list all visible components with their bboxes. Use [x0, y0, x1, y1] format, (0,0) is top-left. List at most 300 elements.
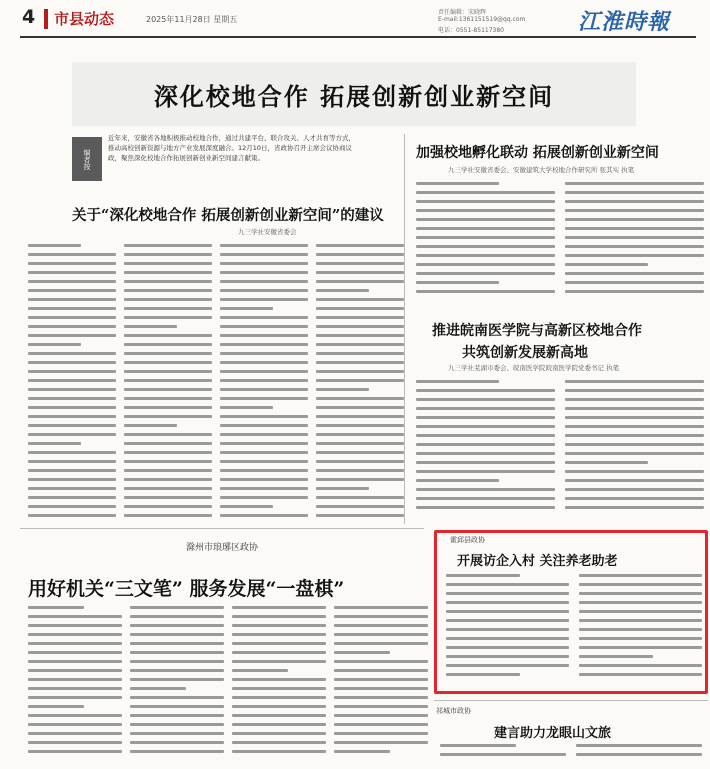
text-line — [232, 750, 326, 753]
text-line — [565, 227, 704, 230]
text-line — [124, 406, 212, 409]
text-line — [28, 687, 122, 690]
text-line — [28, 642, 122, 645]
text-line — [232, 669, 288, 672]
text-line — [416, 407, 555, 410]
text-line — [565, 506, 704, 509]
text-line — [316, 289, 369, 292]
text-line — [565, 236, 704, 239]
text-line — [446, 637, 569, 640]
text-line — [28, 460, 116, 463]
text-line — [565, 389, 704, 392]
page-header — [0, 0, 710, 38]
text-line — [579, 655, 653, 658]
text-line — [334, 714, 428, 717]
text-line — [28, 678, 122, 681]
text-line — [28, 388, 116, 391]
text-line — [416, 434, 555, 437]
text-line — [124, 496, 212, 499]
text-line — [220, 325, 308, 328]
text-line — [416, 497, 555, 500]
text-line — [130, 732, 224, 735]
text-line — [579, 574, 702, 577]
text-line — [28, 334, 116, 337]
text-line — [130, 741, 224, 744]
text-line — [28, 271, 116, 274]
text-line — [416, 461, 555, 464]
text-line — [446, 664, 569, 667]
text-line — [28, 325, 116, 328]
text-line — [316, 343, 404, 346]
text-line — [28, 307, 116, 310]
text-line — [220, 478, 308, 481]
text-line — [579, 619, 702, 622]
text-line — [124, 433, 212, 436]
text-line — [130, 723, 224, 726]
text-line — [28, 750, 122, 753]
text-line — [565, 191, 704, 194]
text-line — [316, 334, 404, 337]
text-line — [416, 227, 555, 230]
text-line — [28, 298, 116, 301]
editor-info: 责任编辑：宋晓辉 — [438, 9, 487, 16]
text-line — [28, 316, 116, 319]
text-line — [334, 651, 390, 654]
text-line — [130, 615, 224, 618]
text-line — [446, 619, 569, 622]
text-line — [232, 633, 326, 636]
text-line — [124, 415, 212, 418]
text-line — [316, 280, 404, 283]
text-line — [579, 646, 702, 649]
text-line — [28, 289, 116, 292]
text-line — [565, 479, 704, 482]
header-rule — [20, 36, 696, 38]
text-line — [220, 262, 308, 265]
text-line — [124, 343, 212, 346]
text-line — [28, 370, 116, 373]
text-line — [124, 289, 212, 292]
text-line — [28, 406, 116, 409]
text-line — [124, 451, 212, 454]
text-line — [334, 705, 428, 708]
text-line — [220, 451, 308, 454]
text-line — [220, 289, 308, 292]
editor-note — [72, 133, 358, 193]
text-line — [28, 478, 116, 481]
text-line — [124, 262, 212, 265]
text-line — [316, 352, 404, 355]
text-line — [130, 624, 224, 627]
text-line — [220, 514, 308, 517]
text-line — [124, 307, 212, 310]
text-line — [416, 191, 555, 194]
text-line — [334, 687, 428, 690]
text-line — [334, 633, 428, 636]
text-line — [416, 479, 499, 482]
text-line — [220, 388, 308, 391]
editor-note-text-left: 近年来，安徽省各地积极推动校地合作，通过共建平台、联合攻关、人才共育等方式，推动高校创新资源与地方产业发展深度融合。12月10日，省政协召开主席会议协商议政，聚焦深化校地合作拓展创新创业新空间建言献策。 — [108, 134, 355, 162]
text-line — [220, 379, 308, 382]
text-line — [124, 352, 212, 355]
feature-banner — [72, 62, 636, 126]
text-line — [565, 407, 704, 410]
text-line — [124, 370, 212, 373]
text-line — [220, 460, 308, 463]
text-line — [220, 496, 308, 499]
text-line — [316, 442, 404, 445]
text-line — [124, 487, 212, 490]
text-line — [565, 254, 704, 257]
text-line — [220, 307, 273, 310]
section-marker — [44, 9, 48, 29]
right-article-1-title: 加强校地孵化联动 拓展创新创业新空间 — [416, 145, 659, 161]
text-line — [316, 361, 404, 364]
text-line — [28, 505, 116, 508]
email-info: E-mail:1361151519@qq.com — [438, 16, 526, 23]
text-line — [334, 669, 428, 672]
text-line — [130, 660, 224, 663]
text-line — [446, 583, 569, 586]
main-article-byline: 九三学社安徽省委会 — [238, 228, 297, 236]
text-line — [124, 244, 212, 247]
text-line — [220, 487, 308, 490]
text-line — [416, 263, 555, 266]
text-line — [232, 678, 326, 681]
text-line — [416, 380, 499, 383]
text-line — [565, 281, 704, 284]
text-line — [316, 397, 404, 400]
text-line — [28, 442, 81, 445]
text-line — [565, 272, 704, 275]
text-line — [28, 705, 84, 708]
text-line — [565, 398, 704, 401]
text-line — [220, 424, 308, 427]
text-line — [316, 505, 404, 508]
text-line — [130, 642, 224, 645]
text-line — [446, 655, 569, 658]
text-line — [232, 723, 326, 726]
text-line — [316, 388, 369, 391]
text-line — [28, 343, 81, 346]
text-line — [579, 673, 702, 676]
text-line — [565, 263, 648, 266]
text-line — [579, 628, 702, 631]
text-line — [416, 425, 555, 428]
text-line — [316, 424, 404, 427]
text-line — [334, 606, 428, 609]
text-line — [334, 732, 428, 735]
text-line — [124, 505, 212, 508]
right-article-2-byline: 九三学社芜湖市委会、皖南医学院皖南医学院党委书记 执笔 — [448, 364, 620, 372]
text-line — [416, 452, 555, 455]
text-line — [316, 487, 369, 490]
issue-date: 2025年11月28日 星期五 — [146, 15, 238, 24]
text-line — [28, 487, 116, 490]
section-divider — [20, 528, 424, 529]
text-line — [28, 615, 122, 618]
text-line — [130, 678, 224, 681]
text-line — [124, 388, 212, 391]
text-line — [334, 741, 428, 744]
text-line — [28, 496, 116, 499]
text-line — [28, 514, 116, 517]
text-line — [316, 379, 404, 382]
text-line — [28, 669, 122, 672]
text-line — [316, 316, 404, 319]
text-line — [416, 245, 555, 248]
text-line — [130, 687, 186, 690]
text-line — [28, 723, 122, 726]
text-line — [232, 687, 326, 690]
town-article-body — [440, 744, 702, 768]
text-line — [446, 628, 569, 631]
text-line — [416, 200, 555, 203]
text-line — [565, 434, 704, 437]
text-line — [334, 696, 428, 699]
text-line — [579, 592, 702, 595]
text-line — [316, 478, 404, 481]
text-line — [316, 406, 404, 409]
text-line — [576, 753, 702, 756]
text-line — [28, 244, 81, 247]
text-line — [565, 488, 704, 491]
text-line — [565, 209, 704, 212]
text-line — [416, 443, 555, 446]
text-line — [124, 514, 212, 517]
text-line — [124, 334, 212, 337]
highlight-article-kicker: 霍邱县政协 — [450, 536, 485, 544]
bottom-article-body — [28, 606, 428, 766]
text-line — [220, 469, 308, 472]
text-line — [565, 452, 704, 455]
text-line — [316, 298, 404, 301]
text-line — [124, 478, 212, 481]
text-line — [130, 633, 224, 636]
text-line — [220, 253, 308, 256]
banner-title: 深化校地合作 拓展创新创业新空间 — [153, 81, 555, 111]
text-line — [124, 280, 212, 283]
text-line — [220, 334, 308, 337]
text-line — [28, 624, 122, 627]
text-line — [124, 397, 212, 400]
text-line — [316, 469, 404, 472]
text-line — [565, 245, 704, 248]
text-line — [316, 460, 404, 463]
text-line — [28, 469, 116, 472]
text-line — [416, 506, 555, 509]
main-article-body — [28, 244, 404, 524]
text-line — [28, 379, 116, 382]
text-line — [124, 460, 212, 463]
text-line — [28, 660, 122, 663]
text-line — [316, 307, 404, 310]
text-line — [446, 646, 569, 649]
text-line — [316, 325, 404, 328]
text-line — [28, 714, 122, 717]
text-line — [446, 592, 569, 595]
text-line — [565, 380, 704, 383]
text-line — [565, 443, 704, 446]
page-number: 4 — [22, 6, 36, 28]
text-line — [440, 744, 516, 747]
text-line — [316, 415, 404, 418]
text-line — [220, 370, 308, 373]
text-line — [565, 200, 704, 203]
text-line — [130, 651, 224, 654]
text-line — [130, 714, 224, 717]
text-line — [416, 398, 555, 401]
text-line — [28, 262, 116, 265]
text-line — [416, 218, 555, 221]
text-line — [220, 442, 308, 445]
text-line — [28, 696, 122, 699]
text-line — [124, 298, 212, 301]
text-line — [28, 415, 116, 418]
text-line — [334, 624, 428, 627]
text-line — [28, 424, 116, 427]
text-line — [124, 325, 177, 328]
text-line — [28, 280, 116, 283]
text-line — [416, 281, 499, 284]
text-line — [316, 451, 404, 454]
text-line — [416, 488, 555, 491]
text-line — [416, 389, 555, 392]
text-line — [579, 601, 702, 604]
text-line — [565, 182, 704, 185]
text-line — [316, 262, 404, 265]
text-line — [316, 370, 404, 373]
text-line — [446, 574, 520, 577]
text-line — [232, 705, 326, 708]
text-line — [220, 343, 308, 346]
text-line — [232, 714, 326, 717]
text-line — [220, 415, 308, 418]
text-line — [416, 182, 499, 185]
text-line — [334, 723, 428, 726]
text-line — [28, 651, 122, 654]
text-line — [28, 451, 116, 454]
text-line — [28, 397, 116, 400]
text-line — [28, 352, 116, 355]
text-line — [579, 664, 702, 667]
text-line — [334, 615, 428, 618]
editor-note-badge: 编者按 — [72, 137, 102, 181]
highlight-article-title: 开展访企入村 关注养老助老 — [457, 554, 618, 569]
text-line — [316, 433, 404, 436]
text-line — [28, 361, 116, 364]
text-line — [416, 470, 555, 473]
text-line — [416, 209, 555, 212]
text-line — [124, 253, 212, 256]
text-line — [334, 678, 428, 681]
text-line — [130, 705, 224, 708]
text-line — [232, 651, 326, 654]
text-line — [220, 352, 308, 355]
text-line — [28, 732, 122, 735]
section-name: 市县动态 — [54, 10, 115, 28]
text-line — [220, 433, 308, 436]
main-article-title: 关于“深化校地合作 拓展创新创业新空间”的建议 — [72, 207, 384, 224]
text-line — [565, 497, 704, 500]
text-line — [334, 660, 428, 663]
text-line — [440, 753, 566, 756]
text-line — [28, 433, 116, 436]
masthead-logo: 江淮時報 — [578, 9, 671, 35]
text-line — [416, 290, 555, 293]
right-article-2-title-line2: 共筑创新发展新高地 — [462, 345, 588, 361]
text-line — [565, 416, 704, 419]
text-line — [565, 425, 704, 428]
text-line — [220, 244, 308, 247]
text-line — [220, 397, 308, 400]
text-line — [232, 615, 326, 618]
text-line — [124, 442, 212, 445]
town-article-title: 建言助力龙眼山文旅 — [494, 726, 612, 741]
text-line — [232, 696, 326, 699]
text-line — [232, 660, 326, 663]
text-line — [232, 732, 326, 735]
text-line — [124, 424, 177, 427]
text-line — [446, 610, 569, 613]
text-line — [565, 461, 648, 464]
text-line — [130, 750, 224, 753]
text-line — [28, 253, 116, 256]
text-line — [565, 470, 704, 473]
text-line — [130, 696, 224, 699]
text-line — [232, 624, 326, 627]
text-line — [124, 379, 212, 382]
text-line — [232, 642, 326, 645]
text-line — [124, 469, 212, 472]
column-divider — [404, 134, 405, 524]
highlight-article-body — [446, 574, 702, 684]
right-article-1-byline: 九三学社安徽省委会、安徽建筑大学校地合作研究所 张其实 执笔 — [448, 166, 635, 174]
text-line — [416, 254, 555, 257]
text-line — [565, 218, 704, 221]
phone-info: 电话：0551-85117380 — [438, 27, 504, 34]
text-line — [232, 741, 326, 744]
text-line — [28, 633, 122, 636]
text-line — [579, 583, 702, 586]
bottom-article-kicker: 滁州市琅琊区政协 — [186, 543, 259, 553]
right-article-2-title-line1: 推进皖南医学院与高新区校地合作 — [432, 323, 642, 339]
text-line — [416, 416, 555, 419]
text-line — [446, 601, 569, 604]
town-article-kicker: 祁城市政协 — [436, 707, 471, 715]
text-line — [28, 606, 84, 609]
text-line — [220, 316, 308, 319]
text-line — [220, 406, 273, 409]
text-line — [316, 271, 404, 274]
text-line — [220, 298, 308, 301]
text-line — [232, 606, 326, 609]
text-line — [334, 750, 390, 753]
text-line — [220, 505, 273, 508]
text-line — [124, 361, 212, 364]
right-article-1-body — [416, 182, 704, 306]
text-line — [316, 253, 404, 256]
text-line — [130, 669, 224, 672]
text-line — [416, 272, 555, 275]
text-line — [416, 236, 555, 239]
text-line — [130, 606, 224, 609]
text-line — [220, 280, 308, 283]
text-line — [316, 244, 404, 247]
text-line — [579, 610, 702, 613]
text-line — [124, 316, 212, 319]
text-line — [220, 271, 308, 274]
